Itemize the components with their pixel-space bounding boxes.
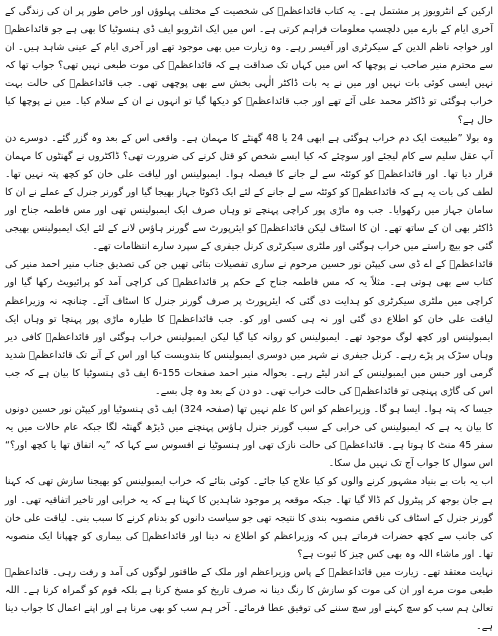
article-paragraph: اب یہ بات بے بنیاد مشہور کرنے والوں کو کیا علاج کیا جائے۔ کوئی بتائے کہ خراب ایمبولینس کو بھیجنا سازش تھی کہ کہنا ہے جان بوجھ کر پیٹرول کم ڈالا گیا تھا۔ جبکہ موقعہ پر موجود شاہدین کا کہنا ہے کہ یہ خرابی اور تاخیر اتفاقیہ تھی۔ اور گورنر جنرل کے اسٹاف کی ناقص منصوبہ بندی کا نتیجہ تھی جو سیاست دانوں کو بدنام کرنے کا سبب بنی۔ لیاقت علی خان کی جانب سے کچھ حضرات فرماتے ہیں کہ وزیراعظم کو اطلاع نہ دینا اور قائداعظمؒ کی بیماری کو چھپانا ایک منصوبہ تھا۔ اور ماشاء اللہ وہ بھی کس چیز کا ثبوت ہے؟ — [5, 476, 493, 560]
article-paragraph: وہ بولا ”طبیعت ایک دم خراب ہوگئی ہے ابھی 24 یا 48 گھنٹے کا مہمان ہے۔ واقعی اس کے بعد وہ گزر گئے۔ دوسرے دن آپ عقل سلیم سے کام لیجئے اور سوچئے کہ کیا ایسے شخص کو قتل کرنے کی ضرورت تھی؟ ڈاکٹروں نے گھنٹوں کا مہمان قرار دیا تھا۔ اور قائداعظمؒ کو کوئٹہ سے لے جانے کا فیصلہ ہوا۔ ایمبولینس اور لیاقت علی خان کو کچھ پتہ نہیں تھا۔ لطف کی بات یہ ہے کہ قائداعظمؒ کو کوئٹہ سے لے جانے کے لئے ایک ڈکوٹا جہاز بھیجا گیا اور گورنر جنرل کے عملے نے ان کا سامان جہاز میں رکھوایا۔ جب وہ ماڑی پور کراچی پہنچے تو وہاں صرف ایک ایمبولینس تھی اور مس فاطمہ جناح اور ڈاکٹر بھی ان کے ساتھ تھے۔ ان کا اسٹاف لیکن قائداعظمؒ کو ایئرپورٹ سے گورنر ہاؤس لانے کے لئے ایک ایمبولینس بھیجی گئی جو بیچ راستے میں خراب ہوگئی اور ملٹری سیکرٹری کرنل جیفری کے سپرد سارے انتظامات تھے۔ — [5, 132, 493, 253]
article-paragraph: جیسا کہ پتہ ہوا۔ ایسا ہو گا۔ وزیراعظم کو اس کا علم نہیں تھا (صفحہ 324) ایف ڈی ہنسوٹیا اور کیپٹن نور حسین دونوں کا بیان یہ ہے کہ ایمبولینس کی خرابی کے سبب گورنر جنرل ہاؤس پہنچنے میں ڈیڑھ گھنٹہ لگا جبکہ عام حالات میں یہ سفر 45 منٹ کا ہوتا ہے۔ قائداعظمؒ کی حالت نازک تھی اور ہنسوٹیا نے افسوس سے کہا کہ ”یہ اتفاق تھا یا کچھ اور؟“ اس سوال کا جواب آج تک نہیں مل سکا۔ — [5, 404, 493, 470]
article-paragraph: نہایت معتقد تھے۔ زیارت میں قائداعظمؒ کے پاس وزیراعظم اور ملک کے طاقتور لوگوں کی آمد و رفت رہی۔ قائداعظمؒ طبعی موت مرے اور ان کی موت کو سازش کا رنگ دینا نہ صرف تاریخ کو مسخ کرنا ہے بلکہ قوم کو گمراہ کرنا ہے۔ اللہ تعالیٰ ہم سب کو سچ کہنے اور سچ سننے کی توفیق عطا فرمائے۔ آخر ہم سب کو بھی مرنا ہے اور اپنے اعمال کا جواب دینا ہے۔ — [5, 566, 493, 633]
article-paragraph: ارکین کے انٹرویوز پر مشتمل ہے۔ یہ کتاب قائداعظمؒ کی شخصیت کے مختلف پہلوؤں اور خاص طور پر ان کی زندگی کے آخری ایام کے بارے میں دلچسپ معلومات فراہم کرتی ہے۔ اس میں ایک انٹرویو ایف ڈی ہنسوٹیا کا بھی ہے جو قائداعظمؒ اور خواجہ ناظم الدین کے سیکرٹری اور آفیسر رہے۔ وہ زیارت میں بھی موجود تھے اور آخری ایام کے عینی شاہد ہیں۔ ان سے محترم منیر صاحب نے پوچھا کہ اس میں کہاں تک صداقت ہے کہ قائداعظمؒ کی موت طبعی نہیں تھی؟ جواب تھا کہ نہیں ایسی کوئی بات نہیں اور میں نے یہ بات ڈاکٹر الٰہی بخش سے بھی پوچھی تھی۔ جب قائداعظمؒ کی حالت بہت خراب ہوگئی تو ڈاکٹر محمد علی آئے تھے اور جب قائداعظمؒ کو دیکھا گیا تو انہوں نے ان کے سلام کیا۔ میں نے پوچھا کیا حال ہے؟ — [5, 6, 493, 126]
article-paragraph: قائداعظمؒ کے اے ڈی سی کیپٹن نور حسین مرحوم نے ساری تفصیلات بتائی تھیں جن کی تصدیق جناب منیر احمد منیر کی کتاب سے بھی ہوتی ہے۔ مثلاً یہ کہ مس فاطمہ جناح کے حکم پر قائداعظمؒ کی کراچی آمد کو پرائیویٹ رکھا گیا اور کراچی میں ملٹری سیکرٹری کو ہدایت دی گئی کہ ایئرپورٹ پر صرف گورنر جنرل کا اسٹاف آئے۔ چنانچہ نہ وزیراعظم لیاقت علی خان کو اطلاع دی گئی اور نہ ہی کسی اور کو۔ جب قائداعظمؒ کا طیارہ ماڑی پور پہنچا تو وہاں ایک ایمبولینس اور کچھ لوگ موجود تھے۔ ایمبولینس کو روانہ کیا گیا لیکن ایمبولینس خراب ہوگئی اور قائداعظمؒ کافی دیر وہاں سڑک پر پڑے رہے۔ کرنل جیفری نے شہر میں دوسری ایمبولینس کا بندوبست کیا اور اس کے آنے تک قائداعظمؒ شدید گرمی اور حبس میں ایمبولینس کے اندر لیٹے رہے۔ بحوالہ منیر احمد صفحات 155-6 ایف ڈی ہنسوٹیا کا بیان ہے کہ جب اس کی گاڑی پہنچی تو قائداعظمؒ کی حالت خراب تھی۔ دو دن کے بعد وہ چل بسے۔ — [5, 259, 493, 397]
